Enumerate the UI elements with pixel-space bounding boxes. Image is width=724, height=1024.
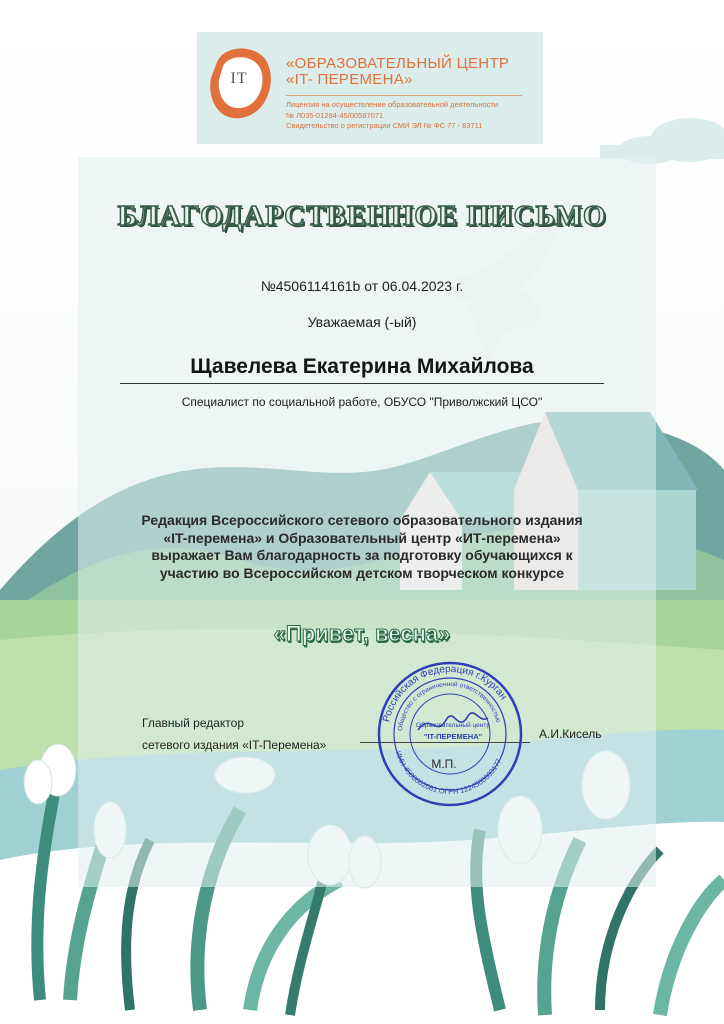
signatory-name: А.И.Кисель xyxy=(539,727,602,741)
letter-title: БЛАГОДАРСТВЕННОЕ ПИСЬМО xyxy=(117,200,607,232)
license-number: № Л035-01284-45/00587071 xyxy=(286,110,384,120)
gratitude-text xyxy=(100,512,624,582)
stamp-place-mark: М.П. xyxy=(431,757,457,771)
stamp-center-caption: Образовательный центр xyxy=(416,722,490,729)
gratitude-line: участию во Всероссийском детском творческом конкурсе xyxy=(159,564,565,581)
salutation: Уважаемая (-ый) xyxy=(307,314,417,330)
gratitude-line: выражает Вам благодарность за подготовку обучающихся к xyxy=(151,547,573,563)
recipient-role: Специалист по социальной работе, ОБУСО "Приволжский ЦСО" xyxy=(181,395,543,409)
stamp-inner-text: Общество с ограниченной ответственностью xyxy=(397,680,502,732)
media-registration: Свидетельство о регистрации СМИ ЭЛ № ФС 77 - 83711 xyxy=(286,121,483,130)
organization-name: «ОБРАЗОВАТЕЛЬНЫЙ ЦЕНТР «IT- ПЕРЕМЕНА» xyxy=(286,55,510,88)
gratitude-line: Редакция Всероссийского сетевого образовательного издания xyxy=(141,512,583,528)
header-divider xyxy=(286,95,522,96)
logo-label: IT xyxy=(230,70,248,87)
document-number: №4506114161b от 06.04.2023 г. xyxy=(260,278,464,294)
stamp-registration-text: ИНН 4500002081 ОГРН 1224500003177 xyxy=(393,749,504,797)
gratitude-line: «IT-перемена» и Образовательный центр «ИТ-перемена» xyxy=(163,529,561,546)
license-info xyxy=(286,100,498,132)
recipient-name: Щавелева Екатерина Михайлова xyxy=(190,355,534,378)
stamp-outer-text: Российская Федерация г.Курган xyxy=(381,663,509,724)
name-underline xyxy=(120,383,604,384)
organization-header xyxy=(197,32,543,144)
license-line: Лицензия на осуществление образовательной деятельности xyxy=(286,100,499,109)
signatory-role: Главный редактор сетевого издания «IT-Перемена» xyxy=(142,716,327,752)
stamp-center-name: "IT-ПЕРЕМЕНА" xyxy=(423,732,483,741)
contest-name: «Привет, весна» xyxy=(273,621,451,646)
